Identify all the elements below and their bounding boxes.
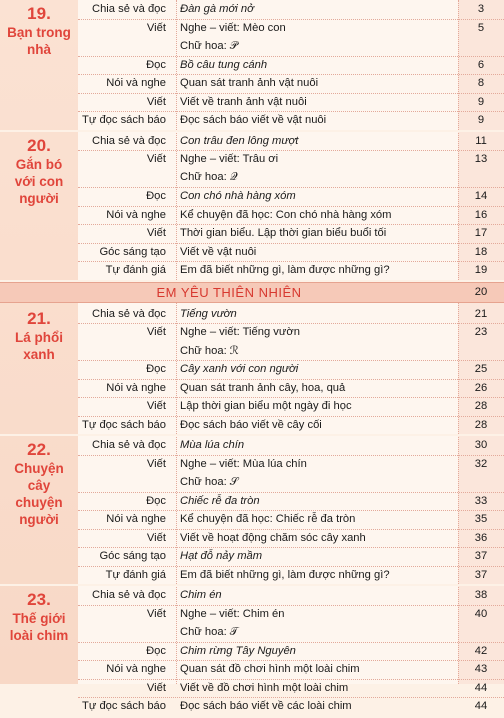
toc-row[interactable] — [0, 261, 504, 280]
lesson-name-line: người — [19, 190, 59, 206]
skill-label: Chia sẻ và đọc — [91, 307, 166, 320]
lesson-title: Đọc sách báo viết về các loài chim — [180, 700, 352, 713]
lesson-title: Quan sát tranh ảnh cây, hoa, quả — [180, 381, 346, 394]
toc-row[interactable] — [0, 323, 504, 342]
skill-label: Góc sáng tạo — [99, 550, 166, 563]
skill-label: Viết — [146, 153, 166, 166]
toc-row[interactable] — [0, 150, 504, 169]
page-number: 37 — [474, 568, 488, 581]
skill-label: Nói và nghe — [106, 208, 166, 221]
toc-row[interactable] — [0, 243, 504, 262]
lesson-title: Đọc sách báo viết về cây cối — [180, 418, 322, 431]
toc-row[interactable] — [0, 224, 504, 243]
skill-label — [78, 169, 170, 188]
page-number: 19 — [474, 264, 488, 277]
lesson-name-line: chuyện — [15, 495, 63, 510]
lesson-title: Chiếc rễ đa tròn — [180, 494, 260, 507]
page-number: 3 — [477, 3, 485, 16]
page-number: 33 — [474, 494, 488, 507]
page-number: 28 — [474, 400, 488, 413]
page-number: 38 — [474, 589, 488, 602]
toc-row[interactable] — [0, 360, 504, 379]
row-divider — [78, 679, 504, 680]
skill-label: Đọc — [146, 363, 166, 376]
toc-row[interactable] — [0, 547, 504, 566]
toc-row[interactable] — [0, 111, 504, 130]
row-divider — [78, 397, 504, 398]
lesson-number: 23. — [27, 590, 51, 609]
page-number: 32 — [474, 457, 488, 470]
lesson-title: Lập thời gian biểu một ngày đi học — [180, 400, 352, 413]
lesson-title: Chữ hoa: 𝒮 — [180, 475, 239, 488]
toc-row[interactable] — [0, 93, 504, 112]
lesson-title: Viết về vật nuôi — [180, 245, 257, 258]
row-divider — [78, 455, 504, 456]
lesson-title: Viết về tranh ảnh vật nuôi — [180, 95, 307, 108]
toc-row[interactable] — [0, 492, 504, 511]
skill-label: Góc sáng tạo — [99, 245, 166, 258]
skill-label: Chia sẻ và đọc — [91, 3, 166, 16]
lesson-title: Chữ hoa: ℛ — [180, 345, 239, 358]
lesson-title: Chữ hoa: 𝒫 — [180, 39, 238, 52]
lesson-title: Đàn gà mới nở — [180, 3, 254, 16]
toc-row[interactable] — [0, 566, 504, 585]
toc-row[interactable] — [0, 642, 504, 661]
lesson-title: Viết về hoạt động chăm sóc cây xanh — [180, 531, 366, 544]
lesson-title: Bồ câu tung cánh — [180, 58, 268, 71]
skill-label: Đọc — [146, 494, 166, 507]
lesson-number: 21. — [27, 308, 51, 328]
row-divider — [78, 529, 504, 530]
row-divider — [78, 150, 504, 151]
row-divider — [78, 206, 504, 207]
lesson-title: Kể chuyện đã học: Con chó nhà hàng xóm — [180, 208, 392, 221]
lesson-name-line: Lá phổi — [15, 329, 63, 345]
skill-label: Tự đọc sách báo — [82, 418, 166, 431]
lesson-title: Quan sát đồ chơi hình một loài chim — [180, 663, 360, 676]
lesson-title: Thời gian biểu. Lập thời gian biểu buổi tối — [180, 227, 387, 240]
unit-title: EM YÊU THIÊN NHIÊN — [156, 284, 302, 300]
toc-row[interactable] — [0, 455, 504, 474]
page-number: 21 — [474, 307, 488, 320]
lesson-title: Chữ hoa: 𝒬 — [180, 171, 238, 184]
skill-label: Viết — [146, 457, 166, 470]
toc-row[interactable] — [0, 305, 504, 324]
lesson-name-line: người — [19, 512, 59, 527]
page-number: 18 — [474, 245, 488, 258]
skill-label: Viết — [146, 531, 166, 544]
skill-label: Viết — [146, 400, 166, 413]
row-divider — [78, 379, 504, 380]
row-divider — [78, 492, 504, 493]
lesson-name-line: Bạn trong — [7, 25, 71, 40]
skill-label: Viết — [146, 681, 166, 694]
lesson-title: Mùa lúa chín — [180, 439, 245, 452]
toc-row[interactable] — [0, 397, 504, 416]
row-divider — [78, 416, 504, 417]
toc-row[interactable] — [0, 605, 504, 624]
lesson-title: Quan sát tranh ảnh vật nuôi — [180, 77, 319, 90]
lesson-title: Chim rừng Tây Nguyên — [180, 644, 296, 657]
skill-label: Chia sẻ và đọc — [91, 439, 166, 452]
skill-label: Viết — [146, 95, 166, 108]
page-number: 14 — [474, 190, 488, 203]
lesson-title: Con trâu đen lông mượt — [180, 134, 299, 147]
page-number: 37 — [474, 550, 488, 563]
row-divider — [78, 74, 504, 75]
lesson-title: Đọc sách báo viết về vật nuôi — [180, 114, 327, 127]
skill-label: Nói và nghe — [106, 513, 166, 526]
skill-label: Nói và nghe — [106, 77, 166, 90]
lesson-name-line: với con — [14, 173, 64, 189]
lesson-title: Cây xanh với con người — [180, 363, 299, 376]
page-number: 44 — [474, 681, 488, 694]
skill-label: Nói và nghe — [106, 381, 166, 394]
lesson-title: Chữ hoa: 𝒯 — [180, 625, 239, 638]
row-divider — [78, 547, 504, 548]
page-number: 8 — [477, 77, 485, 90]
row-divider — [78, 360, 504, 361]
lesson-name-line: Chuyện — [14, 461, 64, 476]
page-number: 5 — [477, 21, 485, 34]
toc-row[interactable] — [0, 187, 504, 206]
page-number: 30 — [474, 439, 488, 452]
row-divider — [78, 566, 504, 567]
toc-row[interactable] — [0, 473, 504, 492]
lesson-title: Nghe – viết: Trâu ơi — [180, 153, 279, 166]
row-divider — [78, 323, 504, 324]
unit-page-number: 20 — [474, 286, 488, 298]
page-number — [458, 169, 504, 188]
page-number: 9 — [477, 114, 485, 127]
row-divider — [78, 642, 504, 643]
page-number — [458, 623, 504, 642]
toc-row[interactable] — [0, 510, 504, 529]
page-number: 35 — [474, 513, 488, 526]
lesson-number: 22. — [27, 440, 51, 459]
toc-row[interactable] — [0, 660, 504, 679]
lesson-title: Hạt đỗ nảy mầm — [180, 550, 263, 563]
unit-banner — [0, 282, 504, 303]
skill-label: Viết — [146, 326, 166, 339]
page-number: 26 — [474, 381, 488, 394]
skill-label — [78, 473, 170, 492]
page-number: 42 — [474, 644, 488, 657]
toc-row[interactable] — [0, 342, 504, 361]
page-number: 11 — [475, 134, 487, 147]
lesson-title: Em đã biết những gì, làm được những gì? — [180, 264, 390, 277]
toc-row[interactable] — [0, 132, 504, 151]
skill-label: Đọc — [146, 644, 166, 657]
page-number — [458, 473, 504, 492]
toc-row[interactable] — [0, 679, 504, 698]
skill-label: Chia sẻ và đọc — [91, 589, 166, 602]
lesson-name-line: cây — [27, 478, 51, 493]
lesson-title: Nghe – viết: Mèo con — [180, 21, 286, 34]
toc-row[interactable] — [0, 206, 504, 225]
skill-label: Tự đọc sách báo — [82, 114, 166, 127]
lesson-name-line: nhà — [26, 42, 51, 57]
lesson-title: Chim én — [180, 589, 222, 602]
row-divider — [78, 243, 504, 244]
page-number: 25 — [474, 363, 488, 376]
lesson-title: Nghe – viết: Mùa lúa chín — [180, 457, 307, 470]
lesson-title: Con chó nhà hàng xóm — [180, 190, 296, 203]
lesson-title: Tiếng vườn — [180, 307, 237, 320]
page-number: 40 — [474, 607, 488, 620]
row-divider — [78, 111, 504, 112]
lesson-title: Kể chuyện đã học: Chiếc rễ đa tròn — [180, 513, 356, 526]
toc-row[interactable] — [0, 37, 504, 56]
lesson-title: Em đã biết những gì, làm được những gì? — [180, 568, 390, 581]
lesson-name-line: loài chim — [9, 628, 69, 643]
row-divider — [78, 605, 504, 606]
toc-row[interactable] — [0, 74, 504, 93]
skill-label: Nói và nghe — [106, 663, 166, 676]
skill-label: Đọc — [146, 58, 166, 71]
lesson-title: Nghe – viết: Tiếng vườn — [180, 326, 300, 339]
row-divider — [78, 93, 504, 94]
toc-row[interactable] — [0, 529, 504, 548]
page-number: 28 — [474, 418, 488, 431]
toc-row[interactable] — [0, 56, 504, 75]
page-number: 44 — [474, 700, 488, 713]
page-number: 9 — [477, 95, 485, 108]
lesson-name-line: Gắn bó — [15, 156, 63, 172]
row-divider — [78, 56, 504, 57]
skill-label — [78, 342, 170, 361]
row-divider — [78, 187, 504, 188]
lesson-name-line: Thế giới — [12, 611, 66, 626]
skill-label: Tự đánh giá — [105, 568, 166, 581]
page-number — [458, 37, 504, 56]
toc-row[interactable] — [0, 697, 504, 716]
page-number: 13 — [474, 153, 488, 166]
page-number — [458, 342, 504, 361]
page-number: 43 — [474, 663, 488, 676]
lesson-number: 20. — [27, 135, 51, 155]
page-number: 36 — [474, 531, 488, 544]
skill-label: Tự đánh giá — [105, 264, 166, 277]
row-divider — [78, 261, 504, 262]
lesson-title: Viết về đồ chơi hình một loài chim — [180, 681, 349, 694]
skill-label: Đọc — [146, 190, 166, 203]
page-number: 16 — [474, 208, 488, 221]
skill-label — [78, 37, 170, 56]
toc-row[interactable] — [0, 416, 504, 435]
toc-row[interactable] — [0, 623, 504, 642]
toc-row[interactable] — [0, 0, 504, 19]
page-number: 6 — [477, 58, 485, 71]
skill-label: Viết — [146, 607, 166, 620]
row-divider — [78, 510, 504, 511]
skill-label: Viết — [146, 227, 166, 240]
row-divider — [78, 697, 504, 698]
row-divider — [78, 224, 504, 225]
toc-row[interactable] — [0, 586, 504, 605]
skill-label: Chia sẻ và đọc — [91, 134, 166, 147]
page-number: 17 — [474, 227, 488, 240]
lesson-name-line: xanh — [23, 346, 55, 362]
lesson-separator — [0, 716, 504, 718]
toc-row[interactable] — [0, 169, 504, 188]
lesson-number: 19. — [27, 4, 51, 23]
toc-row[interactable] — [0, 379, 504, 398]
toc-row[interactable] — [0, 19, 504, 38]
row-divider — [78, 19, 504, 20]
skill-label: Viết — [146, 21, 166, 34]
lesson-title: Nghe – viết: Chim én — [180, 607, 285, 620]
page-number: 23 — [474, 326, 488, 339]
toc-row[interactable] — [0, 436, 504, 455]
skill-label: Tự đọc sách báo — [82, 700, 166, 713]
skill-label — [78, 623, 170, 642]
row-divider — [78, 660, 504, 661]
